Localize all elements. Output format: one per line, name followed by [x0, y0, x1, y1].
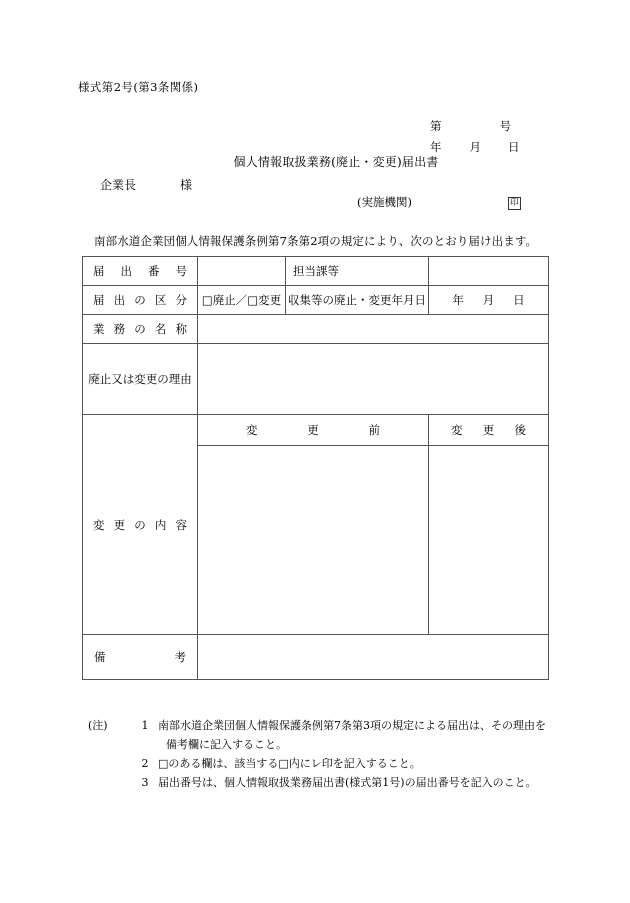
note-number: 1 — [141, 719, 149, 732]
table-row-reason — [83, 344, 549, 415]
field-change-after[interactable] — [429, 446, 549, 635]
label-char: 後 — [514, 423, 526, 437]
label-char: 更 — [307, 423, 319, 437]
form-code: 様式第2号(第3条関係) — [78, 80, 199, 94]
field-remarks[interactable] — [198, 635, 549, 680]
label-char: の — [134, 322, 146, 336]
label-char: 更 — [482, 423, 495, 437]
document-title: 個人情報取扱業務(廃止・変更)届出書 — [233, 155, 439, 169]
date-month-label: 月 — [482, 293, 495, 307]
label-change-date: 収集等の廃止・変更年月日 — [286, 286, 429, 315]
label-char: 容 — [175, 517, 187, 532]
date-day-label: 日 — [513, 293, 525, 307]
field-business-name[interactable] — [198, 315, 549, 344]
label-char: 更 — [113, 517, 126, 532]
note-text: 南部水道企業団個人情報保護条例第7条第3項の規定による届出は、その理由を — [158, 719, 546, 732]
table-row-application-number — [83, 257, 549, 286]
label-char: 考 — [174, 650, 186, 664]
label-remarks — [83, 635, 198, 680]
label-char: 備 — [94, 650, 106, 664]
note-number: 2 — [141, 757, 149, 770]
label-char: 番 — [148, 264, 160, 278]
label-reason: 廃止又は変更の理由 — [83, 344, 198, 415]
label-char: 届 — [93, 264, 105, 278]
form-notes — [88, 716, 588, 792]
field-department[interactable] — [429, 257, 549, 286]
column-header-before — [198, 415, 429, 446]
field-change-date[interactable] — [429, 286, 549, 315]
notes-tag: (注) — [88, 719, 108, 732]
label-char: 前 — [368, 423, 380, 437]
addressee-line — [100, 176, 192, 193]
label-business-name — [83, 315, 198, 344]
label-char: 号 — [175, 264, 187, 278]
field-application-number[interactable] — [198, 257, 286, 286]
label-char: 分 — [175, 293, 187, 307]
document-number-line — [430, 118, 511, 134]
label-char: 区 — [154, 293, 167, 307]
date-month: 月 — [469, 140, 481, 154]
field-reason[interactable] — [198, 344, 549, 415]
table-row-change-headers — [83, 415, 549, 446]
note-number: 3 — [141, 776, 149, 789]
label-application-type — [83, 286, 198, 315]
label-char: の — [134, 517, 146, 532]
label-change-content — [83, 415, 198, 635]
label-char: 変 — [451, 423, 463, 437]
label-char: 届 — [93, 293, 105, 307]
field-change-before[interactable] — [198, 446, 429, 635]
table-row-remarks — [83, 635, 549, 680]
intro-paragraph: 南部水道企業団個人情報保護条例第7条第2項の規定により、次のとおり届け出ます。 — [94, 234, 538, 248]
note-item — [88, 754, 588, 773]
date-year-label: 年 — [452, 293, 464, 307]
label-char: 変 — [246, 423, 258, 437]
date-year: 年 — [430, 140, 442, 154]
note-text: □のある欄は、該当する□内にレ印を記入すること。 — [158, 757, 421, 770]
note-text: 届出番号は、個人情報取扱業務届出書(様式第1号)の届出番号を記入のこと。 — [158, 776, 537, 789]
checkbox-group-abolish-change[interactable]: □廃止／□変更 — [198, 286, 286, 315]
table-row-application-type — [83, 286, 549, 315]
date-day: 日 — [508, 140, 520, 154]
number-suffix: 号 — [499, 119, 511, 133]
addressee-honorific: 様 — [180, 178, 193, 192]
column-header-after — [429, 415, 549, 446]
label-char: 称 — [175, 322, 187, 336]
label-char: 業 — [93, 322, 105, 336]
label-char: の — [134, 293, 146, 307]
seal-mark-icon: 印 — [509, 198, 519, 208]
label-application-number — [83, 257, 198, 286]
addressee-name: 企業長 — [100, 178, 137, 192]
label-char: 出 — [113, 293, 126, 307]
note-item — [88, 773, 588, 792]
label-char: 内 — [154, 517, 167, 532]
issuer-label: (実施機関) — [357, 195, 412, 209]
table-row-business-name — [83, 315, 549, 344]
label-char: 名 — [154, 322, 167, 336]
note-item — [88, 716, 588, 735]
label-char: 務 — [113, 322, 126, 336]
application-form-table — [82, 256, 549, 680]
number-prefix: 第 — [430, 119, 442, 133]
label-char: 出 — [120, 264, 132, 278]
issuer-line — [357, 194, 521, 210]
label-department: 担当課等 — [286, 257, 429, 286]
note-text-continued: 備考欄に記入すること。 — [166, 738, 287, 751]
label-char: 変 — [93, 517, 105, 532]
